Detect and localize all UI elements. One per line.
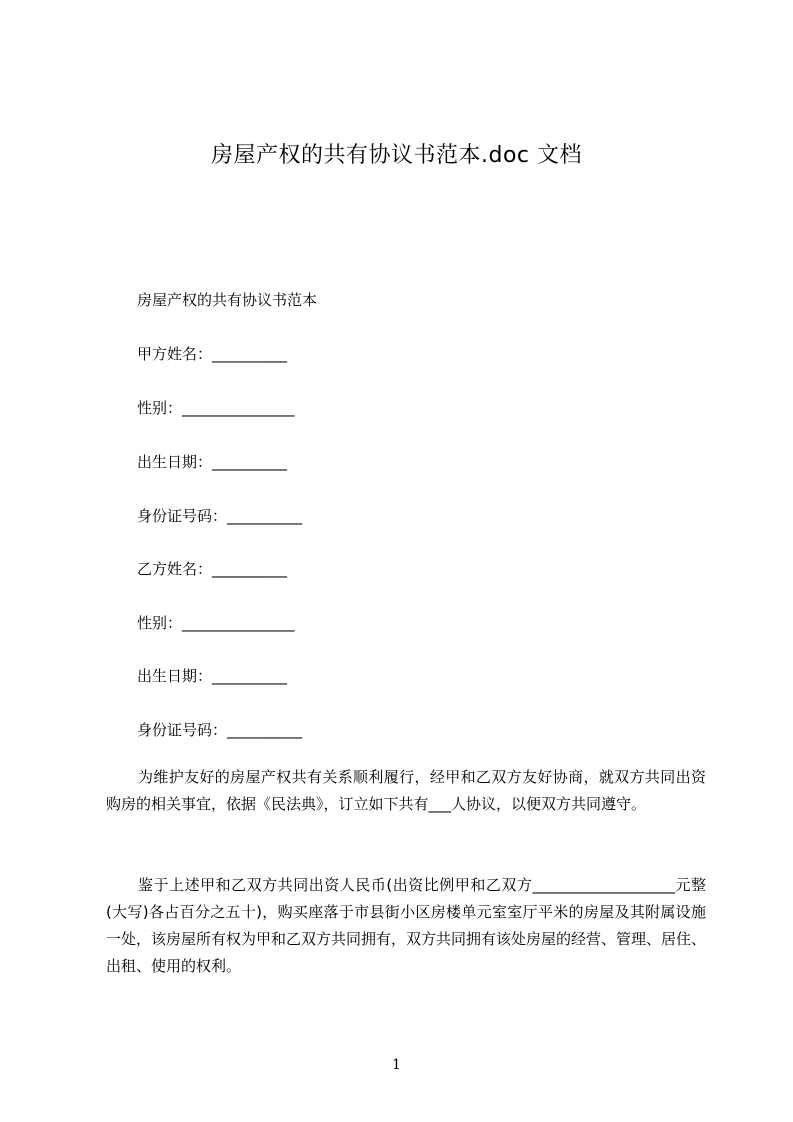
party-a-id-number-field: 身份证号码：__________ bbox=[137, 507, 303, 525]
party-b-birthdate-field: 出生日期：__________ bbox=[137, 667, 288, 685]
party-a-name-field: 甲方姓名：__________ bbox=[137, 345, 288, 363]
document-subtitle: 房屋产权的共有协议书范本 bbox=[137, 291, 318, 309]
party-a-birthdate-field: 出生日期：__________ bbox=[137, 453, 288, 471]
party-b-id-number-field: 身份证号码：__________ bbox=[137, 721, 303, 739]
party-b-name-field: 乙方姓名：__________ bbox=[137, 560, 288, 578]
paragraph-purpose: 为维护友好的房屋产权共有关系顺利履行，经甲和乙双方友好协商，就双方共同出资购房的相关事宜，依据《民法典》，订立如下共有___人协议，以便双方共同遵守。 bbox=[106, 768, 706, 813]
party-b-gender-field: 性别：_______________ bbox=[137, 614, 295, 632]
party-a-gender-field: 性别：_______________ bbox=[137, 399, 295, 417]
page-number: 1 bbox=[392, 1057, 401, 1073]
paragraph-ownership: 鉴于上述甲和乙双方共同出资人民币(出资比例甲和乙双方___________________元整(大写)各占百分之五十)，购买座落于市县街小区房楼单元室室厅平米的房屋及其附属设施一处，该房屋所有权为甲和乙双方共同拥有，双方共同拥有该处房屋的经营、管理、居住、出租、使用的权利。 bbox=[106, 876, 707, 975]
document-title: 房屋产权的共有协议书范本.doc 文档 bbox=[210, 143, 582, 168]
